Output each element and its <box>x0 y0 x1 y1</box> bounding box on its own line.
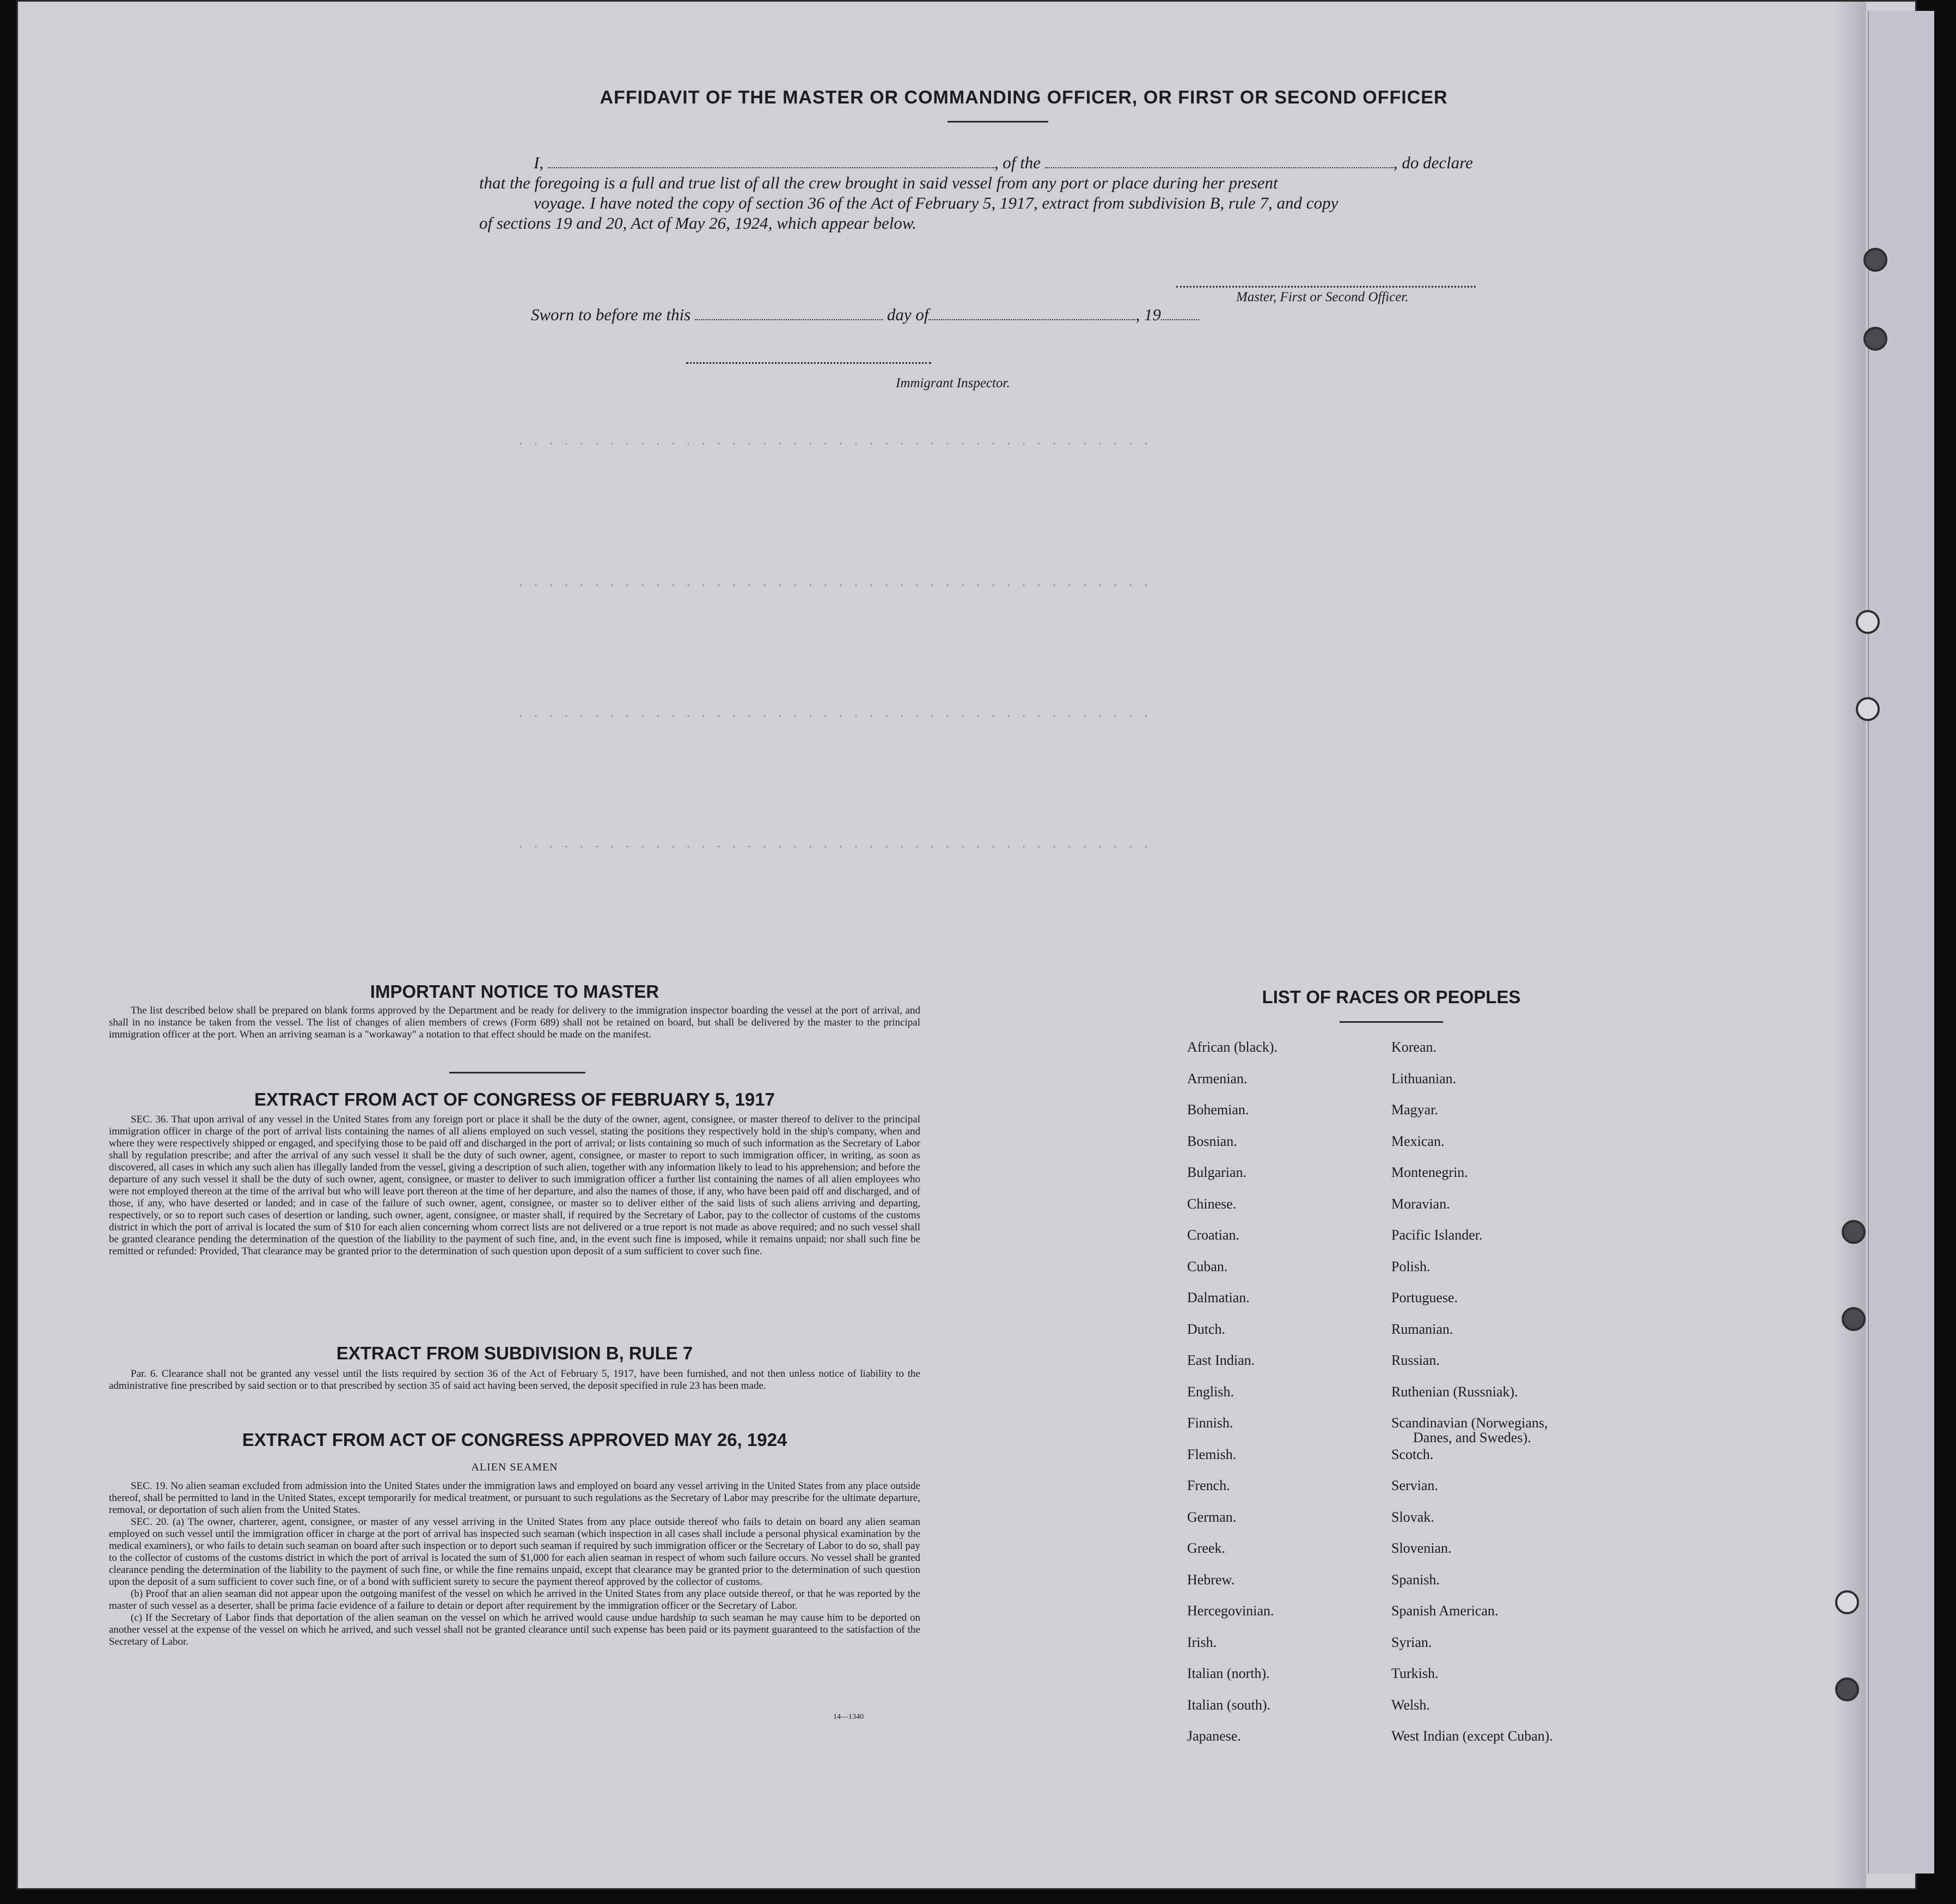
race-item: Syrian. <box>1391 1634 1432 1650</box>
races-right-column <box>1391 1039 1647 1760</box>
race-item: Chinese. <box>1187 1195 1237 1212</box>
inspector-signature-line[interactable] <box>686 362 931 364</box>
notice-title: IMPORTANT NOTICE TO MASTER <box>370 981 659 1002</box>
sec-19-paragraph: SEC. 19. No alien seaman excluded from admission into the United States under the immigration laws and employed on board any vessel arriving in the United States from any place outside thereof, shall be permitted to land in the United States, except temporarily for medical treatment, or pursuant to such regulations as the Secretary of Labor may prescribe for the ultimate departure, removal, or deportation of such alien from the United States. <box>109 1480 920 1516</box>
binder-hole-icon <box>1856 697 1880 721</box>
binder-hole-icon <box>1842 1220 1866 1244</box>
sec-20c-paragraph: (c) If the Secretary of Labor finds that deportation of the alien seaman on the vessel on which he arrived would cause undue hardship to such seaman he may cause him to be deported on another vessel at the expense of the vessel on which he arrived, and such vessel shall not be granted clearance until such expense has been paid or its payment guaranteed to the satisfaction of the Secretary of Labor. <box>109 1612 920 1647</box>
race-item: Scandinavian (Norwegians, <box>1391 1415 1548 1431</box>
race-item: Portuguese. <box>1391 1290 1458 1305</box>
race-item: Armenian. <box>1187 1070 1248 1087</box>
binder-hole-icon <box>1842 1307 1866 1331</box>
race-item: Finnish. <box>1187 1415 1233 1431</box>
race-item: Irish. <box>1187 1634 1217 1650</box>
race-item: Danes, and Swedes). <box>1413 1430 1531 1445</box>
race-item: Spanish. <box>1391 1571 1440 1588</box>
alien-seamen-subtitle: ALIEN SEAMEN <box>471 1461 558 1473</box>
race-item: Hebrew. <box>1187 1571 1235 1588</box>
race-item: Dutch. <box>1187 1321 1226 1337</box>
sec-20b-paragraph: (b) Proof that an alien seaman did not appear upon the outgoing manifest of the vessel on which he arrived in the United States from any place outside thereof, or that he was reported by the master of such vessel as a deserter, shall be prima facie evidence of a failure to detain or deport after requirement by the immigration officer or the Secretary of Labor. <box>109 1588 920 1612</box>
race-item: Scotch. <box>1391 1446 1434 1462</box>
sworn-label-c: , 19 <box>1135 305 1161 324</box>
affidavit-line1-c: , do declare <box>1393 153 1473 172</box>
sec-20a-paragraph: SEC. 20. (a) The owner, charterer, agent, consignee, or master of any vessel arriving in the United States from any place outside thereof who fails to detain on board any alien seaman employed on such vessel until the immigration officer in charge at the port of arrival has inspected such seaman (which inspection in all cases shall include a personal physical examination by the medical examiners), or who fails to detain such seaman on board after such inspection or to deport such seaman if required by such immigration officer or the Secretary of Labor to do so, shall pay to the collector of customs of the customs district in which the port of arrival is located the sum of $1,000 for each alien seaman in respect of whom such failure occurs. No vessel shall be granted clearance pending the determination of the liability to the payment of such fine, or while the fine remains unpaid, except that clearance may be granted prior to the determination of such question upon the deposit of a sum sufficient to cover such fine, or of a bond with sufficient surety to secure the payment thereof approved by the collector of customs. <box>109 1516 920 1588</box>
affidavit-declaration <box>479 152 1514 233</box>
officer-name-field[interactable] <box>548 154 994 168</box>
binder-hole-icon <box>1863 248 1887 272</box>
race-item: Polish. <box>1391 1258 1431 1274</box>
race-item: Mexican. <box>1391 1133 1445 1149</box>
sworn-line <box>531 305 1199 325</box>
master-signature-label: Master, First or Second Officer. <box>1236 290 1409 304</box>
sec-36-paragraph: SEC. 36. That upon arrival of any vessel in the United States from any foreign port or place it shall be the duty of the owner, agent, consignee, or master thereof to deliver to the principal immigration officer in charge of the port of arrival lists containing the names of all aliens employed on such vessel, stating the positions they respectively hold in the ship's company, when and where they were respectively shipped or engaged, and specifying those to be paid off and discharged in the port of arrival; or lists containing so much of such information as the Secretary of Labor shall by regulation prescribe; and after the arrival of any such vessel it shall be the duty of such owner, agent, consignee, or master to report to such immigration officer, in writing, as soon as discovered, all cases in which any such alien has illegally landed from the vessel, giving a description of such alien, together with any information likely to lead to his apprehension; and before the departure of any such vessel it shall be the duty of such owner, agent, consignee, or master to deliver to such immigration officer a further list containing the names of all alien employees who were not employed thereon at the time of the arrival but who will leave port thereon at the time of her departure, and also the names of those, if any, who have been paid off and discharged, and of those, if any, who have deserted or landed; and in case of the failure of such owner, agent, consignee, or master so to deliver either of the said lists of such aliens arriving and departing, respectively, or so to report such cases of desertion or landing, such owner, agent, consignee, or master shall, if required by the Secretary of Labor, pay to the collector of customs of the customs district in which the port of arrival is located the sum of $10 for each alien concerning whom correct lists are not delivered or a true report is not made as above required; and no such vessel shall be granted clearance pending the determination of the question of the liability to the payment of such fine, and, in the event such fine is imposed, while it remains unpaid; nor shall such fine be remitted or refunded: Provided, That clearance may be granted prior to the determination of such question upon deposit of a sum sufficient to cover such fine. <box>109 1114 920 1257</box>
race-item: Cuban. <box>1187 1258 1228 1274</box>
race-item: Slovak. <box>1391 1509 1434 1525</box>
extract-1924-body <box>109 1480 920 1648</box>
notice-paragraph: The list described below shall be prepared on blank forms approved by the Department and be ready for delivery to the immigration inspector boarding the vessel at the port of arrival, and shall in no instance be taken from the vessel. The list of changes of alien members of crews (Form 689) shall not be retained on board, but shall be delivered by the master to the principal immigration officer at the port. When an arriving seaman is a "workaway" a notation to that effect should be made on the manifest. <box>109 1005 920 1040</box>
race-item: Spanish American. <box>1391 1603 1499 1619</box>
vessel-name-field[interactable] <box>1045 154 1393 168</box>
race-item: Italian (north). <box>1187 1665 1270 1681</box>
race-item: Servian. <box>1391 1478 1438 1493</box>
notice-divider <box>449 1072 585 1073</box>
binder-edge-strip <box>1868 11 1934 1874</box>
race-item: German. <box>1187 1509 1237 1525</box>
race-item: Welsh. <box>1391 1696 1430 1713</box>
extract-1917-title: EXTRACT FROM ACT OF CONGRESS OF FEBRUARY 5, 1917 <box>254 1089 775 1109</box>
binder-hole-icon <box>1856 610 1880 634</box>
master-signature-line[interactable] <box>1176 286 1476 288</box>
race-item: African (black). <box>1187 1039 1278 1055</box>
race-item: Bulgarian. <box>1187 1164 1247 1180</box>
extract-1924-title: EXTRACT FROM ACT OF CONGRESS APPROVED MAY 26, 1924 <box>242 1430 787 1450</box>
race-item: Croatian. <box>1187 1227 1240 1243</box>
affidavit-line4: of sections 19 and 20, Act of May 26, 1924, which appear below. <box>479 213 917 233</box>
races-divider <box>1340 1021 1443 1023</box>
race-item: Moravian. <box>1391 1195 1450 1212</box>
affidavit-line1-b: , of the <box>994 153 1041 172</box>
race-item: Turkish. <box>1391 1665 1439 1681</box>
race-item: Russian. <box>1391 1352 1440 1368</box>
par-6-paragraph: Par. 6. Clearance shall not be granted any vessel until the lists required by section 36 of the Act of February 5, 1917, have been furnished, and not then unless notice of liability to the administrative fine prescribed by said section or to that prescribed by section 35 of said act having been served, the deposit specified in rule 23 has been made. <box>109 1368 920 1392</box>
notice-body <box>109 1005 920 1041</box>
title-divider <box>948 121 1048 123</box>
extract-1917-body <box>109 1114 920 1258</box>
race-item: Italian (south). <box>1187 1696 1271 1713</box>
race-item: Rumanian. <box>1391 1321 1453 1337</box>
race-item: Montenegrin. <box>1391 1164 1468 1180</box>
race-item: Slovenian. <box>1391 1540 1452 1556</box>
binder-hole-icon <box>1835 1590 1859 1614</box>
race-item: English. <box>1187 1383 1234 1400</box>
binder-hole-icon <box>1835 1677 1859 1701</box>
race-item: Lithuanian. <box>1391 1070 1457 1087</box>
affidavit-line3: voyage. I have noted the copy of section 36 of the Act of February 5, 1917, extract from subdivision B, rule 7, and copy <box>534 193 1338 212</box>
form-number: 14—1340 <box>833 1713 864 1721</box>
race-item: Hercegovinian. <box>1187 1603 1274 1619</box>
race-item: Bosnian. <box>1187 1133 1237 1149</box>
race-item: Korean. <box>1391 1039 1437 1055</box>
race-item: Greek. <box>1187 1540 1226 1556</box>
race-item: Magyar. <box>1391 1102 1438 1118</box>
affidavit-line1-a: I, <box>534 153 544 172</box>
binder-hole-icon <box>1863 327 1887 351</box>
extract-rule7-title: EXTRACT FROM SUBDIVISION B, RULE 7 <box>336 1343 693 1363</box>
affidavit-title: AFFIDAVIT OF THE MASTER OR COMMANDING OFFICER, OR FIRST OR SECOND OFFICER <box>600 87 1448 108</box>
sworn-label-a: Sworn to before me this <box>531 305 691 324</box>
affidavit-line2: that the foregoing is a full and true list of all the crew brought in said vessel from any port or place during her present <box>479 173 1278 192</box>
sworn-year-field[interactable] <box>1161 306 1199 320</box>
races-left-column <box>1187 1039 1394 1760</box>
sworn-month-field[interactable] <box>928 306 1135 320</box>
sworn-day-field[interactable] <box>695 306 883 320</box>
race-item: French. <box>1187 1478 1230 1493</box>
race-item: Pacific Islander. <box>1391 1227 1483 1243</box>
race-item: Bohemian. <box>1187 1102 1249 1118</box>
race-item: East Indian. <box>1187 1352 1255 1368</box>
race-item: West Indian (except Cuban). <box>1391 1728 1553 1744</box>
race-item: Ruthenian (Russniak). <box>1391 1383 1518 1400</box>
race-item: Dalmatian. <box>1187 1290 1250 1305</box>
sworn-label-b: day of <box>887 305 929 324</box>
race-item: Flemish. <box>1187 1446 1237 1462</box>
extract-rule7-body <box>109 1368 920 1392</box>
race-item: Japanese. <box>1187 1728 1241 1744</box>
races-title: LIST OF RACES OR PEOPLES <box>1262 987 1521 1007</box>
inspector-signature-label: Immigrant Inspector. <box>896 376 1010 390</box>
